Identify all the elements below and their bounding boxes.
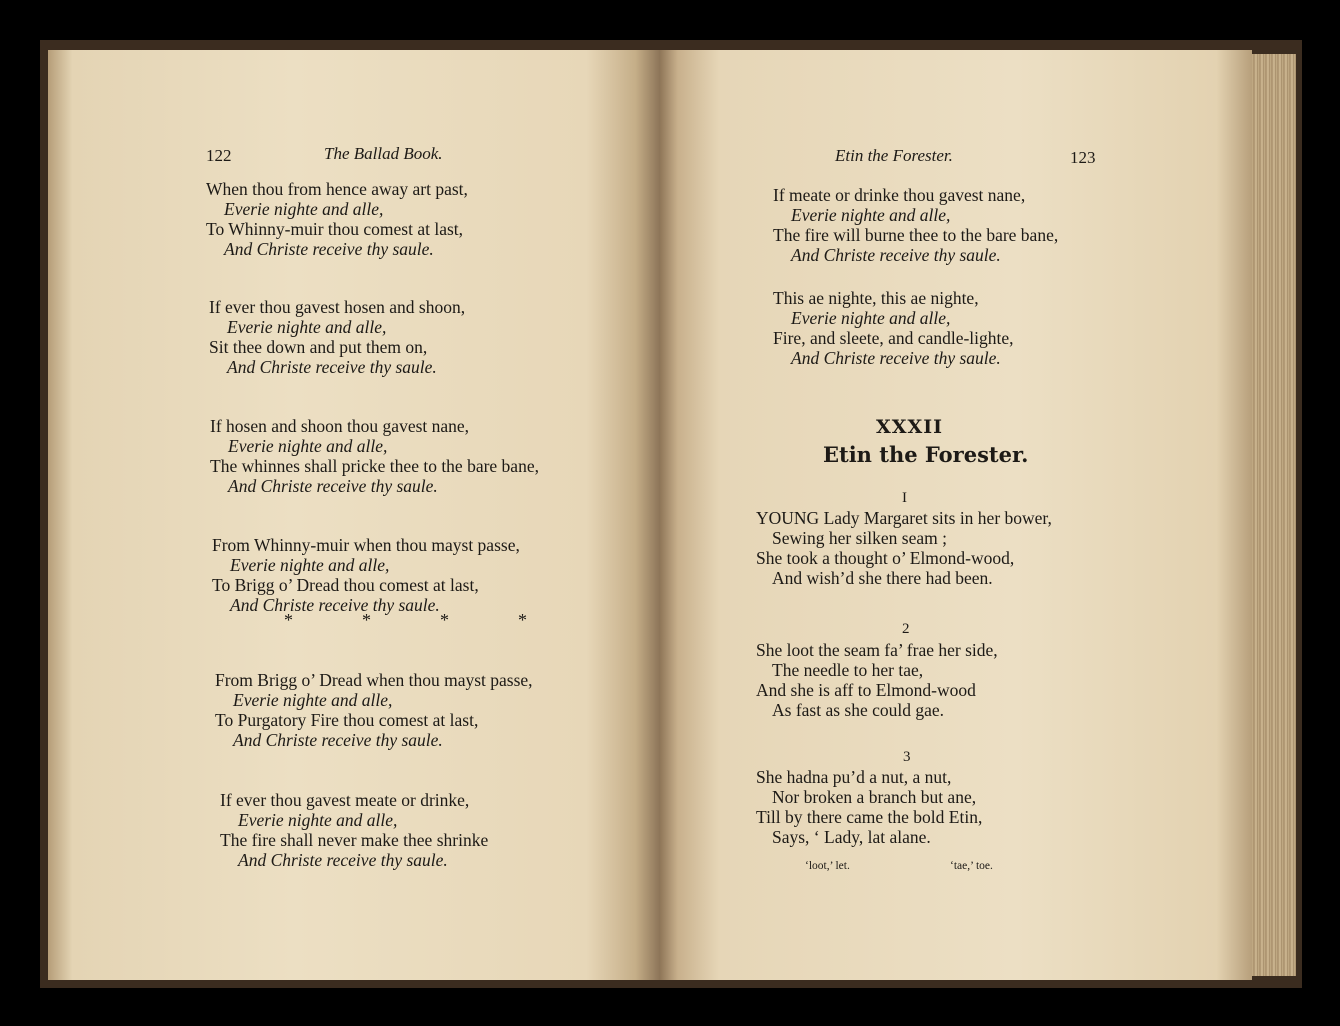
verse-line: She took a thought o’ Elmond-wood, — [756, 548, 1015, 568]
stanza — [773, 185, 1058, 265]
verse-line: This ae nighte, this ae nighte, — [773, 288, 979, 308]
right-page — [660, 50, 1252, 980]
refrain-line: Everie nighte and alle, — [227, 317, 387, 337]
stanza — [209, 297, 465, 377]
refrain-line: And Christe receive thy saule. — [228, 476, 438, 496]
verse-line: From Brigg o’ Dread when thou mayst passe, — [215, 670, 533, 690]
verse-line: To Purgatory Fire thou comest at last, — [215, 710, 479, 730]
verse-line: Sewing her silken seam ; — [772, 528, 947, 548]
verse-line: The fire shall never make thee shrinke — [220, 830, 489, 850]
verse-line: To Whinny-muir thou comest at last, — [206, 219, 464, 239]
refrain-line: Everie nighte and alle, — [238, 810, 398, 830]
refrain-line: And Christe receive thy saule. — [238, 850, 448, 870]
page-number: 123 — [1070, 148, 1096, 167]
star-ornament: * — [362, 610, 371, 630]
refrain-line: Everie nighte and alle, — [233, 690, 393, 710]
verse-line: If hosen and shoon thou gavest nane, — [210, 416, 470, 436]
stanza — [756, 508, 1052, 588]
verse-line: The fire will burne thee to the bare bane, — [773, 225, 1059, 245]
verse-number: 3 — [903, 749, 911, 765]
verse-line: If meate or drinke thou gavest nane, — [773, 185, 1026, 205]
verse-line: Fire, and sleete, and candle-lighte, — [773, 328, 1014, 348]
footnote: ‘tae,’ toe. — [950, 860, 993, 872]
refrain-line: And Christe receive thy saule. — [791, 348, 1001, 368]
refrain-line: Everie nighte and alle, — [224, 199, 384, 219]
ballad-title: Etin the Forester. — [823, 442, 1029, 467]
refrain-line: And Christe receive thy saule. — [230, 595, 440, 615]
refrain-line: And Christe receive thy saule. — [233, 730, 443, 750]
refrain-line: And Christe receive thy saule. — [224, 239, 434, 259]
stanza — [773, 288, 1014, 368]
running-head: Etin the Forester. — [835, 146, 953, 165]
left-page — [48, 50, 660, 980]
refrain-line: Everie nighte and alle, — [230, 555, 390, 575]
verse-line: Sit thee down and put them on, — [209, 337, 428, 357]
footnote: ‘loot,’ let. — [805, 860, 850, 872]
verse-line: As fast as she could gae. — [772, 700, 945, 720]
verse-line: Till by there came the bold Etin, — [756, 807, 983, 827]
verse-line: Nor broken a branch but ane, — [772, 787, 977, 807]
star-ornament: * — [284, 610, 293, 630]
verse-line: Lady Margaret sits in her bower, — [823, 508, 1052, 528]
stanza — [210, 416, 539, 496]
verse-line: The whinnes shall pricke thee to the bare bane, — [210, 456, 539, 476]
stanza — [756, 767, 982, 847]
star-ornament: * — [440, 610, 449, 630]
verse-line: If ever thou gavest hosen and shoon, — [209, 297, 466, 317]
stanza — [220, 790, 488, 870]
verse-line: Says, ‘ Lady, lat alane. — [772, 827, 931, 847]
verse-line: To Brigg o’ Dread thou comest at last, — [212, 575, 479, 595]
verse-number: I — [902, 490, 907, 506]
verse-line: The needle to her tae, — [772, 660, 924, 680]
refrain-line: Everie nighte and alle, — [228, 436, 388, 456]
verse-number: 2 — [902, 621, 910, 637]
verse-line: She hadna pu’d a nut, a nut, — [756, 767, 952, 787]
verse-line: From Whinny-muir when thou mayst passe, — [212, 535, 520, 555]
verse-line: When thou from hence away art past, — [206, 179, 468, 199]
running-head: The Ballad Book. — [324, 144, 443, 163]
stanza — [756, 640, 998, 720]
stanza — [206, 179, 468, 259]
verse-line: She loot the seam fa’ frae her side, — [756, 640, 998, 660]
open-book — [40, 40, 1302, 988]
verse-line: And wish’d she there had been. — [772, 568, 993, 588]
refrain-line: And Christe receive thy saule. — [227, 357, 437, 377]
refrain-line: Everie nighte and alle, — [791, 308, 951, 328]
refrain-line: And Christe receive thy saule. — [791, 245, 1001, 265]
stanza — [212, 535, 520, 615]
verse-line: If ever thou gavest meate or drinke, — [220, 790, 470, 810]
page-number: 122 — [206, 146, 232, 165]
refrain-line: Everie nighte and alle, — [791, 205, 951, 225]
stanza — [215, 670, 533, 750]
verse-line: And she is aff to Elmond-wood — [756, 680, 976, 700]
drop-word: YOUNG — [756, 508, 820, 528]
star-ornament: * — [518, 610, 527, 630]
ballad-number: XXXII — [876, 416, 944, 438]
page-edges — [1252, 54, 1296, 976]
